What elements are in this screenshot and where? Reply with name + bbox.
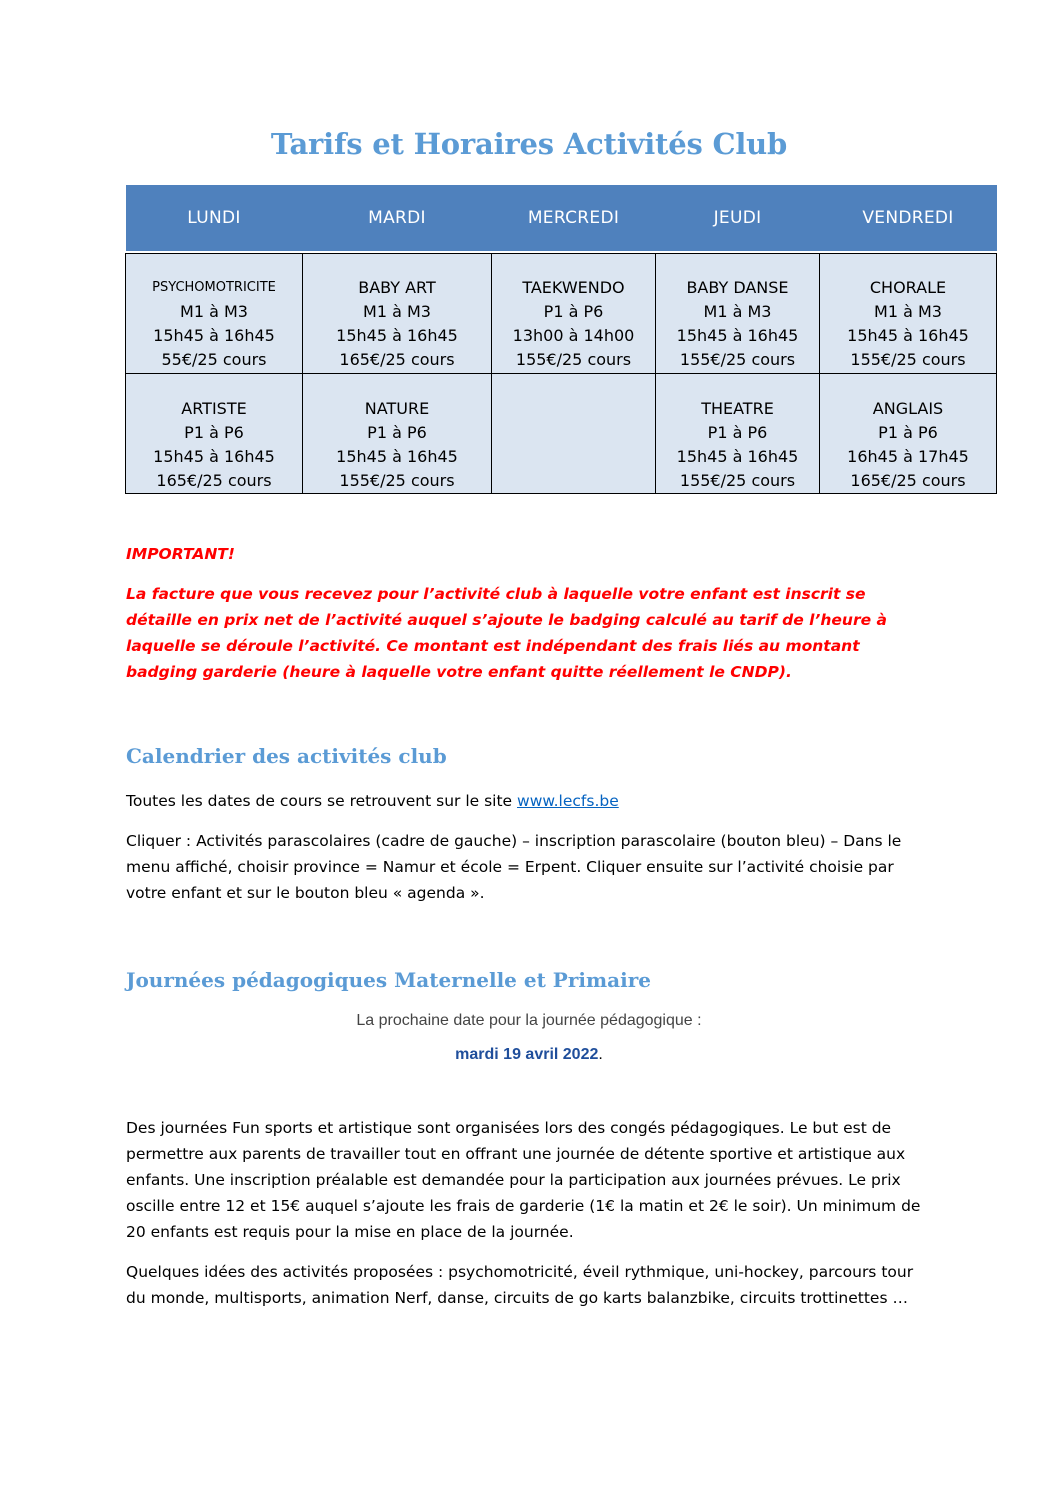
activity-name: NATURE bbox=[364, 398, 430, 418]
schedule-table bbox=[125, 185, 997, 494]
activity-price: 155€/25 cours bbox=[339, 470, 455, 490]
activity-price: 165€/25 cours bbox=[156, 470, 272, 490]
day-header-thursday: JEUDI bbox=[656, 185, 820, 251]
next-date-suffix: . bbox=[598, 1046, 603, 1063]
calendar-intro-text: Toutes les dates de cours se retrouvent sur le site bbox=[126, 792, 518, 810]
pedago-description: Des journées Fun sports et artistique sont organisées lors des congés pédagogiques. Le but est de permettre aux parents de travailler tout en offrant une journée de détente sportive et artistique aux enfants. Une inscription préalable est demandée pour la participation aux journées prévues. Le prix oscille entre 12 et 15€ auquel s’ajoute les frais de garderie (1€ la matin et 2€ le soir). Un minimum de 20 enfants est requis pour la mise en place de la journée. bbox=[126, 1119, 921, 1241]
activity-cell bbox=[656, 253, 820, 373]
important-text: La facture que vous recevez pour l’activité club à laquelle votre enfant est inscrit se détaille en prix net de l’activité auquel s’ajoute le badging calculé au tarif de l’heure à laquelle se déroule l’activité. Ce montant est indépendant des frais liés au montant badging garderie (heure à laquelle votre enfant quitte réellement le CNDP). bbox=[126, 585, 887, 681]
page-title: Tarifs et Horaires Activités Club bbox=[270, 127, 788, 161]
important-heading: IMPORTANT! bbox=[126, 545, 235, 563]
calendar-instructions: Cliquer : Activités parascolaires (cadre de gauche) – inscription parascolaire (bouton bleu) – Dans le menu affiché, choisir province = Namur et école = Erpent. Cliquer ensuite sur l’activité choisie par votre enfant et sur le bouton bleu « agenda ». bbox=[126, 832, 902, 902]
activity-cell bbox=[126, 373, 303, 493]
activity-level: M1 à M3 bbox=[363, 301, 431, 321]
activity-price: 155€/25 cours bbox=[679, 470, 796, 490]
activity-hours: 15h45 à 16h45 bbox=[336, 446, 458, 466]
activity-cell bbox=[492, 253, 656, 373]
activity-level: P1 à P6 bbox=[707, 422, 768, 442]
calendar-heading: Calendrier des activités club bbox=[126, 744, 447, 768]
activity-level: P1 à P6 bbox=[184, 422, 244, 442]
activity-price: 165€/25 cours bbox=[339, 349, 455, 369]
activity-hours: 15h45 à 16h45 bbox=[847, 325, 969, 345]
activity-level: P1 à P6 bbox=[367, 422, 427, 442]
schedule-row bbox=[126, 253, 997, 373]
activity-hours: 15h45 à 16h45 bbox=[676, 325, 799, 345]
important-notice bbox=[126, 541, 936, 685]
activity-level: P1 à P6 bbox=[543, 301, 604, 321]
day-header-tuesday: MARDI bbox=[303, 185, 492, 251]
activity-hours: 15h45 à 16h45 bbox=[676, 446, 799, 466]
activity-hours: 15h45 à 16h45 bbox=[336, 325, 458, 345]
activity-cell bbox=[303, 373, 492, 493]
activity-name: TAEKWENDO bbox=[522, 277, 625, 297]
activity-hours: 15h45 à 16h45 bbox=[153, 446, 275, 466]
activity-level: M1 à M3 bbox=[180, 301, 248, 321]
activity-hours: 16h45 à 17h45 bbox=[847, 446, 969, 466]
activity-cell bbox=[820, 373, 997, 493]
activity-cell bbox=[656, 373, 820, 493]
activity-level: M1 à M3 bbox=[874, 301, 942, 321]
activity-name: BABY ART bbox=[358, 277, 436, 297]
activity-name: ARTISTE bbox=[181, 398, 247, 418]
activity-price: 155€/25 cours bbox=[679, 349, 796, 369]
activity-price: 165€/25 cours bbox=[850, 470, 966, 490]
day-header-monday: LUNDI bbox=[126, 185, 303, 251]
activity-hours: 13h00 à 14h00 bbox=[512, 325, 635, 345]
day-header-friday: VENDREDI bbox=[820, 185, 997, 251]
activity-hours: 15h45 à 16h45 bbox=[153, 325, 275, 345]
activity-name: THEATRE bbox=[701, 398, 774, 418]
activity-cell bbox=[303, 253, 492, 373]
activity-price: 55€/25 cours bbox=[161, 349, 267, 369]
activity-level: M1 à M3 bbox=[703, 301, 772, 321]
next-date-line bbox=[0, 1046, 1058, 1064]
activity-name: ANGLAIS bbox=[872, 398, 944, 418]
activity-level: P1 à P6 bbox=[878, 422, 938, 442]
activity-cell bbox=[126, 253, 303, 373]
lecfs-link[interactable]: www.lecfs.be bbox=[517, 792, 619, 810]
activity-name: BABY DANSE bbox=[686, 277, 789, 297]
schedule-header-row bbox=[126, 185, 997, 251]
schedule-row bbox=[126, 373, 997, 493]
activity-cell-empty bbox=[492, 373, 656, 493]
activity-name: CHORALE bbox=[869, 277, 947, 297]
activity-cell bbox=[820, 253, 997, 373]
activity-price: 155€/25 cours bbox=[850, 349, 966, 369]
pedago-ideas: Quelques idées des activités proposées : psychomotricité, éveil rythmique, uni-hockey, parcours tour du monde, multisports, animation Nerf, danse, circuits de go karts balanzbike, circuits trottinettes … bbox=[126, 1263, 914, 1307]
next-date-label: La prochaine date pour la journée pédagogique : bbox=[356, 1012, 702, 1029]
calendar-intro bbox=[126, 788, 936, 814]
activity-price: 155€/25 cours bbox=[515, 349, 632, 369]
next-date: mardi 19 avril 2022 bbox=[455, 1046, 599, 1063]
activity-name: PSYCHOMOTRICITE bbox=[152, 279, 276, 295]
day-header-wednesday: MERCREDI bbox=[492, 185, 656, 251]
pedago-heading: Journées pédagogiques Maternelle et Primaire bbox=[126, 968, 651, 992]
